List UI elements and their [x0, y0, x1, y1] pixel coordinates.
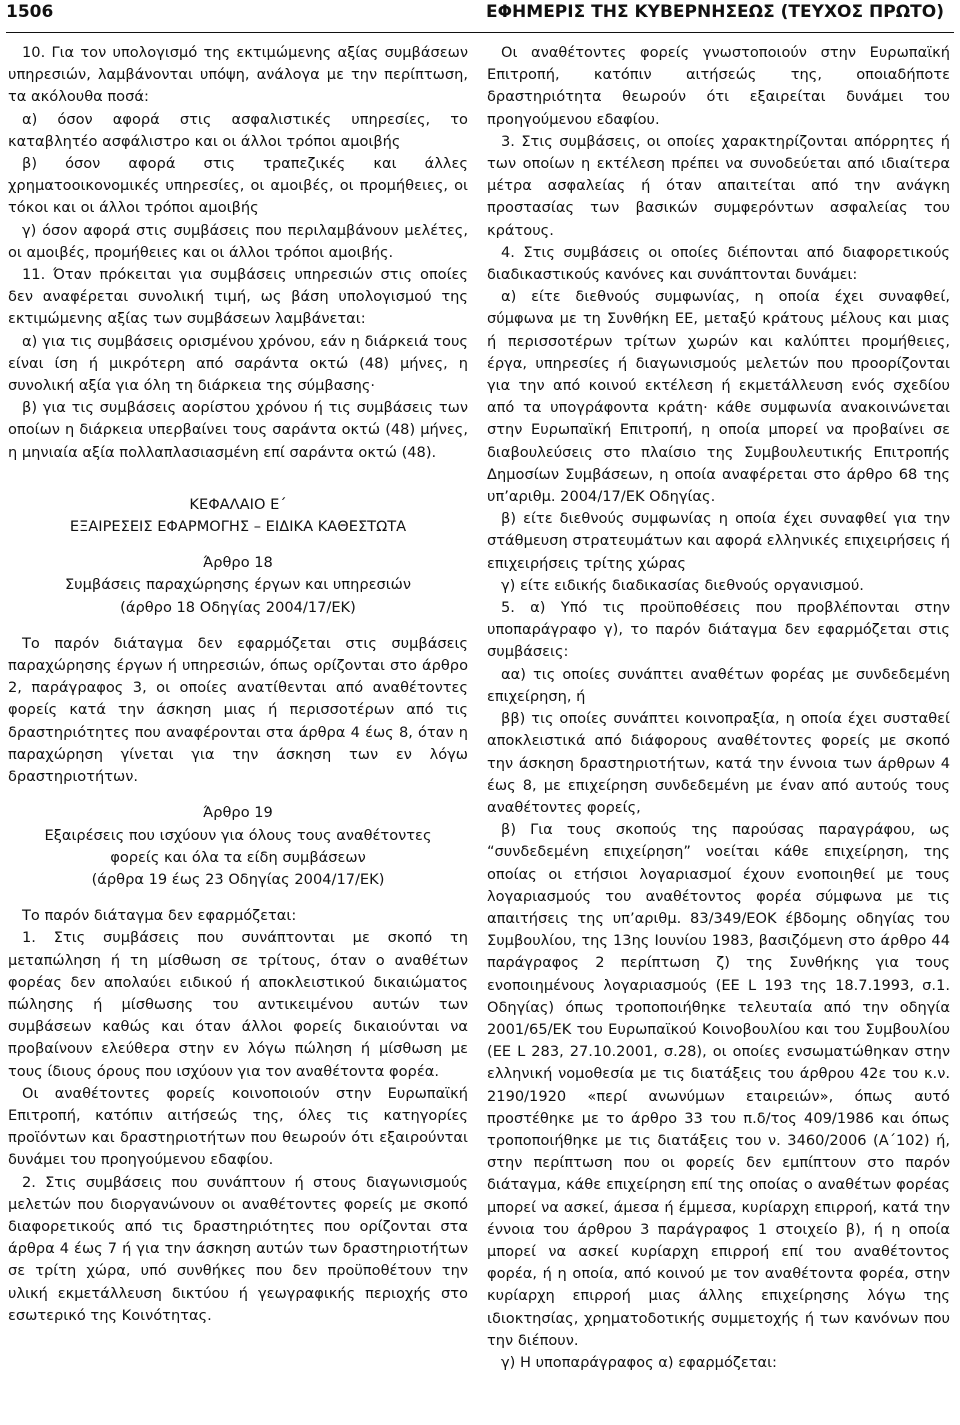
publication-title: ΕΦΗΜΕΡΙΣ ΤΗΣ ΚΥΒΕΡΝΗΣΕΩΣ (ΤΕΥΧΟΣ ΠΡΩΤΟ) [485, 2, 944, 22]
paragraph-11b: β) για τις συμβάσεις αορίστου χρόνου ή τις συμβάσεις των οποίων η διάρκεια υπερβαίνει τους σαράντα οκτώ (48) μήνες, η μηνιαία αξία πολλαπλασιασμένη επί σαράντα οκτώ (48). [8, 399, 468, 461]
article-18-body: Το παρόν διάταγμα δεν εφαρμόζεται στις συμβάσεις παραχώρησης έργων ή υπηρεσιών, όπως ορίζονται στο άρθρο 2, παράγραφος 3, οι οποίες ανατίθενται από αναθέτοντες φορείς κατά την άσκηση μιας ή περισσοτέρων από τις δραστηριότητες που αναφέρονται στα άρθρα 4 έως 8, όταν η παραχώρηση γίνεται για την άσκηση των εν λόγω δραστηριοτήτων. [8, 634, 468, 786]
left-column [8, 42, 468, 1327]
article-19-paragraph-1b: Οι αναθέτοντες φορείς κοινοποιούν στην Ευρωπαϊκή Επιτροπή, κατόπιν αιτήσεώς της, όλες τις κατηγορίες προϊόντων και δραστηριοτήτων που θεωρούν ότι εξαιρούνται δυνάμει του προηγούμενου εδαφίου. [8, 1084, 468, 1169]
article-19-paragraph-2: 2. Στις συμβάσεις που συνάπτουν ή στους διαγωνισμούς μελετών που διοργανώνουν οι αναθέτοντες φορείς με σκοπό διαφορετικούς από τις δραστηριότητες που ορίζονται στα άρθρα 4 έως 7 ή για την άσκηση αυτών των δραστηριοτήτων σε τρίτη χώρα, υπό συνθήκες που δεν προϋποθέτουν την υλική εκμετάλλευση δικτύου ή γεωγραφικής περιοχής στο εσωτερικό της Κοινότητας. [8, 1173, 468, 1324]
article-19-intro: Το παρόν διάταγμα δεν εφαρμόζεται: [22, 907, 297, 925]
paragraph-4b: β) είτε διεθνούς συμφωνίας η οποία έχει συναφθεί για την στάθμευση στρατευμάτων και αφορά ελληνικές επιχειρήσεις ή επιχειρήσεις τρίτης χώρας [487, 510, 950, 572]
article-19-title-line2: φορείς και όλα τα είδη συμβάσεων [110, 848, 366, 866]
paragraph-10a: α) όσον αφορά στις ασφαλιστικές υπηρεσίες, το καταβλητέο ασφάλιστρο και οι άλλοι τρόποι αμοιβής [8, 110, 468, 150]
article-19-heading: Άρθρο 19 [203, 804, 273, 822]
chapter-title: ΕΞΑΙΡΕΣΕΙΣ ΕΦΑΡΜΟΓΗΣ – ΕΙΔΙΚΑ ΚΑΘΕΣΤΩΤΑ [69, 518, 407, 536]
article-18-reference: (άρθρο 18 Οδηγίας 2004/17/ΕΚ) [120, 598, 356, 616]
article-19-paragraph-1: 1. Στις συμβάσεις που συνάπτονται με σκοπό τη μεταπώληση ή τη μίσθωση σε τρίτους, όταν ο αναθέτων φορέας δεν απολαύει ειδικού ή αποκλειστικού δικαιώματος πώλησης ή μίσθωσης του αντικειμένου αυτών των συμβάσεων καθώς και όταν άλλοι φορείς δικαιούνται να προβαίνουν ελεύθερα στην εν λόγω πώληση ή μίσθωση με τους ίδιους όρους που ισχύουν για τον αναθέτοντα φορέα. [8, 929, 468, 1080]
paragraph-4: 4. Στις συμβάσεις οι οποίες διέπονται από διαφορετικούς διαδικαστικούς κανόνες και συνάπτονται δυνάμει: [487, 243, 950, 284]
article-18-title: Συμβάσεις παραχώρησης έργων και υπηρεσιών [64, 576, 412, 594]
right-column [487, 42, 950, 1374]
chapter-heading: ΚΕΦΑΛΑΙΟ Ε΄ [189, 495, 287, 513]
paragraph-11: 11. Όταν πρόκειται για συμβάσεις υπηρεσιών στις οποίες δεν αναφέρεται συνολική τιμή, ως βάση υπολογισμού της εκτιμώμενης αξίας των συμβάσεων λαμβάνεται: [8, 266, 468, 328]
paragraph-5aa: αα) τις οποίες συνάπτει αναθέτων φορέας με συνδεδεμένη επιχείρηση, ή [487, 665, 950, 705]
paragraph-notification: Οι αναθέτοντες φορείς γνωστοποιούν στην Ευρωπαϊκή Επιτροπή, κατόπιν αιτήσεώς της, οποιαδήποτε δραστηριότητα θεωρούν ότι εξαιρείται δυνάμει του προηγούμενου εδαφίου. [487, 44, 950, 128]
paragraph-10: 10. Για τον υπολογισμό της εκτιμώμενης αξίας συμβάσεων υπηρεσιών, λαμβάνονται υπόψη, ανάλογα με την περίπτωση, τα ακόλουθα ποσά: [8, 44, 468, 106]
paragraph-5c: γ) Η υποπαράγραφος α) εφαρμόζεται: [501, 1353, 777, 1371]
paragraph-4a: α) είτε διεθνούς συμφωνίας, η οποία έχει συναφθεί, σύμφωνα με τη Συνθήκη ΕΕ, μεταξύ κράτους μέλους και μιας ή περισσοτέρων τρίτων χωρών και καλύπτει προμήθειες, έργα, υπηρεσίες ή διαγωνισμούς μελετών που προορίζονται για την από κοινού εκτέλεση ή εκμετάλλευση ενός σχεδίου από τα υπογράφοντα κράτη· κάθε συμφωνία ανακοινώνεται στην Ευρωπαϊκή Επιτροπή, η οποία μπορεί να προβαίνει σε διαβουλεύσεις στο πλαίσιο της Συμβουλευτικής Επιτροπής Δημοσίων Συμβάσεων, η οποία αναφέρεται στο άρθρο 68 της υπ’αριθμ. 2004/17/ΕΚ Οδηγίας. [487, 288, 950, 506]
paragraph-10b: β) όσον αφορά στις τραπεζικές και άλλες χρηματοοικονομικές υπηρεσίες, οι αμοιβές, οι προμήθειες, οι τόκοι και οι άλλοι τρόποι αμοιβής [8, 155, 468, 217]
paragraph-5b: β) Για τους σκοπούς της παρούσας παραγράφου, ως “συνδεδεμένη επιχείρηση” νοείται κάθε επιχείρηση, της οποίας οι ετήσιοι λογαριασμοί έχουν ενοποιηθεί με τους λογαριασμούς του αναθέτοντος φορέα σύμφωνα με τις απαιτήσεις της υπ’αριθμ. 83/349/ΕΟΚ έβδομης οδηγίας του Συμβουλίου, της 13ης Ιουνίου 1983, βασιζόμενη στο άρθρο 44 παράγραφος 2 περίπτωση ζ) της Συνθήκης για τους ενοποιημένους λογαριασμούς (EE L 193 της 18.7.1993, σ.1. Οδηγίας) όπως τροποποιήθηκε τελευταία από την οδηγία 2001/65/ΕΚ του Ευρωπαϊκού Κοινοβουλίου και του Συμβουλίου (EE L 283, 27.10.2001, σ.28), οι οποίες ενσωματώθηκαν στην ελληνική νομοθεσία με τις διατάξεις του άρθρου 42ε του κ.ν. 2190/1920 «περί ανωνύμων εταιρειών», όπως αυτό προστέθηκε με το άρθρο 33 του π.δ/τος 409/1986 και όπως τροποποιήθηκε με τις διατάξεις του ν. 3460/2006 (Α΄102) ή, στην περίπτωση που οι φορείς δεν εμπίπτουν στο παρόν διάταγμα, κάθε επιχείρηση επί της οποίας ο αναθέτων φορέας μπορεί να ασκεί, άμεσα ή έμμεσα, κυρίαρχη επιρροή, κατά την έννοια του άρθρου 3 παράγραφος 1 στοιχείο β), ή η οποία μπορεί να ασκεί κυρίαρχη επιρροή επί του αναθέτοντος φορέα, ή η οποία, από κοινού με τον αναθέτοντα φορέα, στην κυρίαρχη επιρροή μιας άλλης επιχείρησης λόγω της ιδιοκτησίας, χρηματοδοτικής συμμετοχής ή των κανόνων που την διέπουν. [487, 821, 950, 1349]
article-19-reference: (άρθρα 19 έως 23 Οδηγίας 2004/17/ΕΚ) [91, 870, 385, 888]
page-number: 1506 [6, 2, 54, 22]
paragraph-4c: γ) είτε ειδικής διαδικασίας διεθνούς οργανισμού. [501, 576, 864, 594]
page-header [6, 2, 954, 32]
article-19-title-line1: Εξαιρέσεις που ισχύουν για όλους τους αναθέτοντες [44, 826, 432, 844]
paragraph-3: 3. Στις συμβάσεις, οι οποίες χαρακτηρίζονται απόρρητες ή των οποίων η εκτέλεση πρέπει να συνοδεύεται από ιδιαίτερα μέτρα ασφαλείας ή όταν απαιτείται από την ανάγκη προστασίας των βασικών συμφερόντων ασφαλείας του κράτους. [487, 132, 950, 239]
paragraph-10c: γ) όσον αφορά στις συμβάσεις που περιλαμβάνουν μελέτες, οι αμοιβές, προμήθειες και οι άλλοι τρόποι αμοιβής. [8, 221, 468, 261]
paragraph-5bb: ββ) τις οποίες συνάπτει κοινοπραξία, η οποία έχει συσταθεί αποκλειστικά από διάφορους αναθέτοντες φορείς με σκοπό την άσκηση δραστηριοτήτων, κατά την έννοια των άρθρων 4 έως 8, με επιχείρηση συνδεδεμένη με έναν από αυτούς τους αναθέτοντες φορείς, [487, 710, 950, 816]
paragraph-11a: α) για τις συμβάσεις ορισμένου χρόνου, εάν η διάρκειά τους είναι ίση ή μικρότερη από σαράντα οκτώ (48) μήνες, η συνολική αξία για όλη τη διάρκεια της σύμβασης· [8, 332, 468, 395]
header-rule [6, 32, 954, 33]
paragraph-5: 5. α) Υπό τις προϋποθέσεις που προβλέπονται στην υποπαράγραφο γ), το παρόν διάταγμα δεν εφαρμόζεται στις συμβάσεις: [487, 599, 950, 661]
article-18-heading: Άρθρο 18 [203, 554, 273, 572]
